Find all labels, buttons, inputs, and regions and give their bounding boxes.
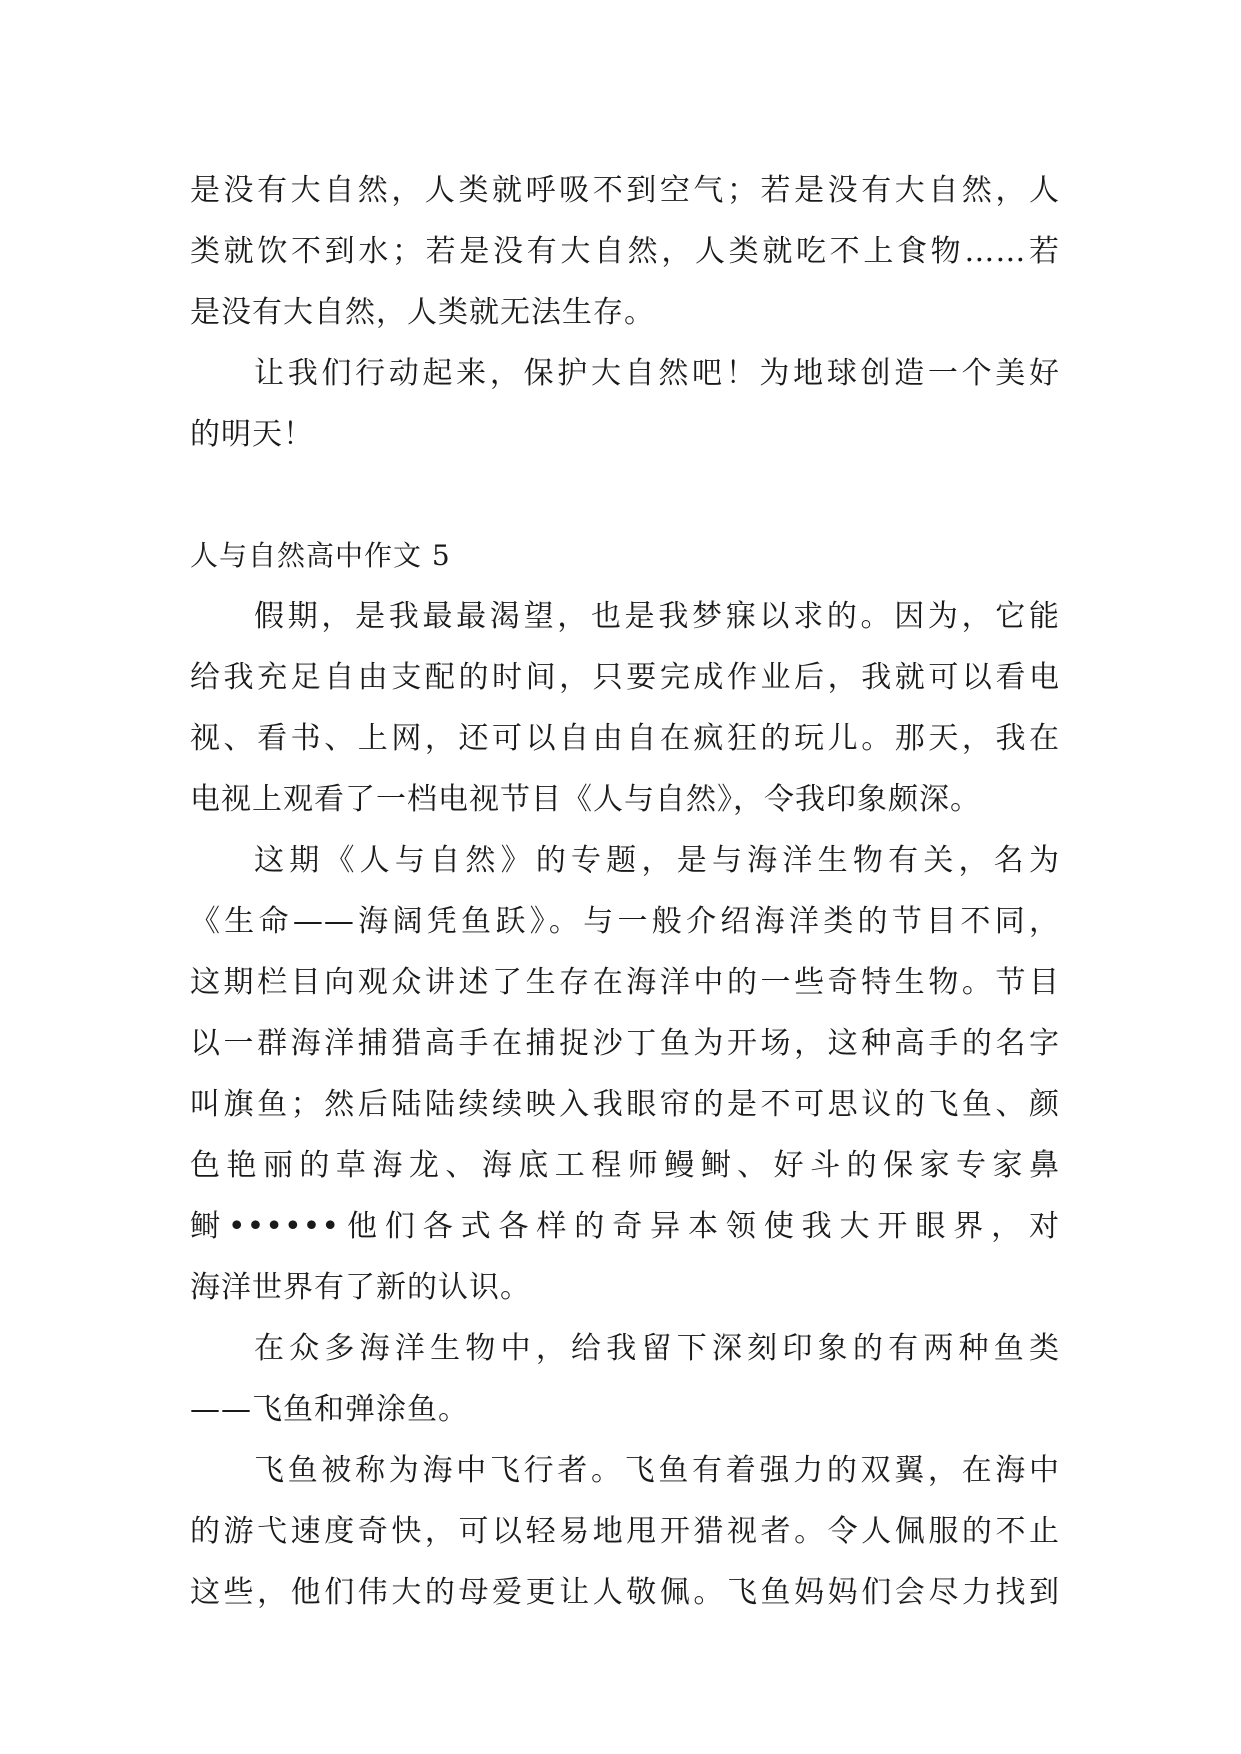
text-line: 让我们行动起来，保护大自然吧！为地球创造一个美好 xyxy=(254,356,1060,391)
text-line: 飞鱼被称为海中飞行者。飞鱼有着强力的双翼，在海中 xyxy=(254,1453,1060,1488)
text-line: 色艳丽的草海龙、海底工程师鳗鲥、好斗的保家专家鼻 xyxy=(190,1148,1060,1183)
text-line: 的游弋速度奇快，可以轻易地甩开猎视者。令人佩服的不止 xyxy=(190,1514,1060,1549)
text-line: 是没有大自然，人类就呼吸不到空气；若是没有大自然，人 xyxy=(190,173,1060,208)
text-line: 这些，他们伟大的母爱更让人敬佩。飞鱼妈妈们会尽力找到 xyxy=(190,1575,1060,1610)
text-line: 以一群海洋捕猎高手在捕捉沙丁鱼为开场，这种高手的名字 xyxy=(190,1026,1060,1061)
section-gap xyxy=(190,465,1060,525)
text-line: 鲥••••••他们各式各样的奇异本领使我大开眼界，对 xyxy=(190,1209,1060,1244)
text-line: 叫旗鱼；然后陆陆续续映入我眼帘的是不可思议的飞鱼、颜 xyxy=(190,1087,1060,1122)
text-line: 假期，是我最最渴望，也是我梦寐以求的。因为，它能 xyxy=(254,599,1060,634)
paragraph-5 xyxy=(190,1318,1060,1440)
section-heading: 人与自然高中作文 5 xyxy=(190,539,451,572)
text-line: 类就饮不到水；若是没有大自然，人类就吃不上食物……若 xyxy=(190,234,1060,269)
text-line: 视、看书、上网，还可以自由自在疯狂的玩儿。那天，我在 xyxy=(190,721,1060,756)
text-line: ——飞鱼和弹涂鱼。 xyxy=(190,1392,469,1427)
text-line: 给我充足自由支配的时间，只要完成作业后，我就可以看电 xyxy=(190,660,1060,695)
paragraph-4 xyxy=(190,830,1060,1318)
text-line: 的明天！ xyxy=(190,417,314,452)
document-page xyxy=(190,160,1060,1623)
paragraph-6 xyxy=(190,1440,1060,1623)
text-line: 这期栏目向观众讲述了生存在海洋中的一些奇特生物。节目 xyxy=(190,965,1060,1000)
paragraph-2 xyxy=(190,343,1060,465)
text-line: 海洋世界有了新的认识。 xyxy=(190,1270,531,1305)
text-line: 这期《人与自然》的专题，是与海洋生物有关，名为 xyxy=(254,843,1060,878)
paragraph-1 xyxy=(190,160,1060,343)
text-line: 电视上观看了一档电视节目《人与自然》，令我印象颇深。 xyxy=(190,782,981,817)
text-line: 在众多海洋生物中，给我留下深刻印象的有两种鱼类 xyxy=(254,1331,1060,1366)
text-line: 《生命——海阔凭鱼跃》。与一般介绍海洋类的节目不同， xyxy=(190,904,1060,939)
text-line: 是没有大自然，人类就无法生存。 xyxy=(190,295,655,330)
paragraph-3 xyxy=(190,586,1060,830)
